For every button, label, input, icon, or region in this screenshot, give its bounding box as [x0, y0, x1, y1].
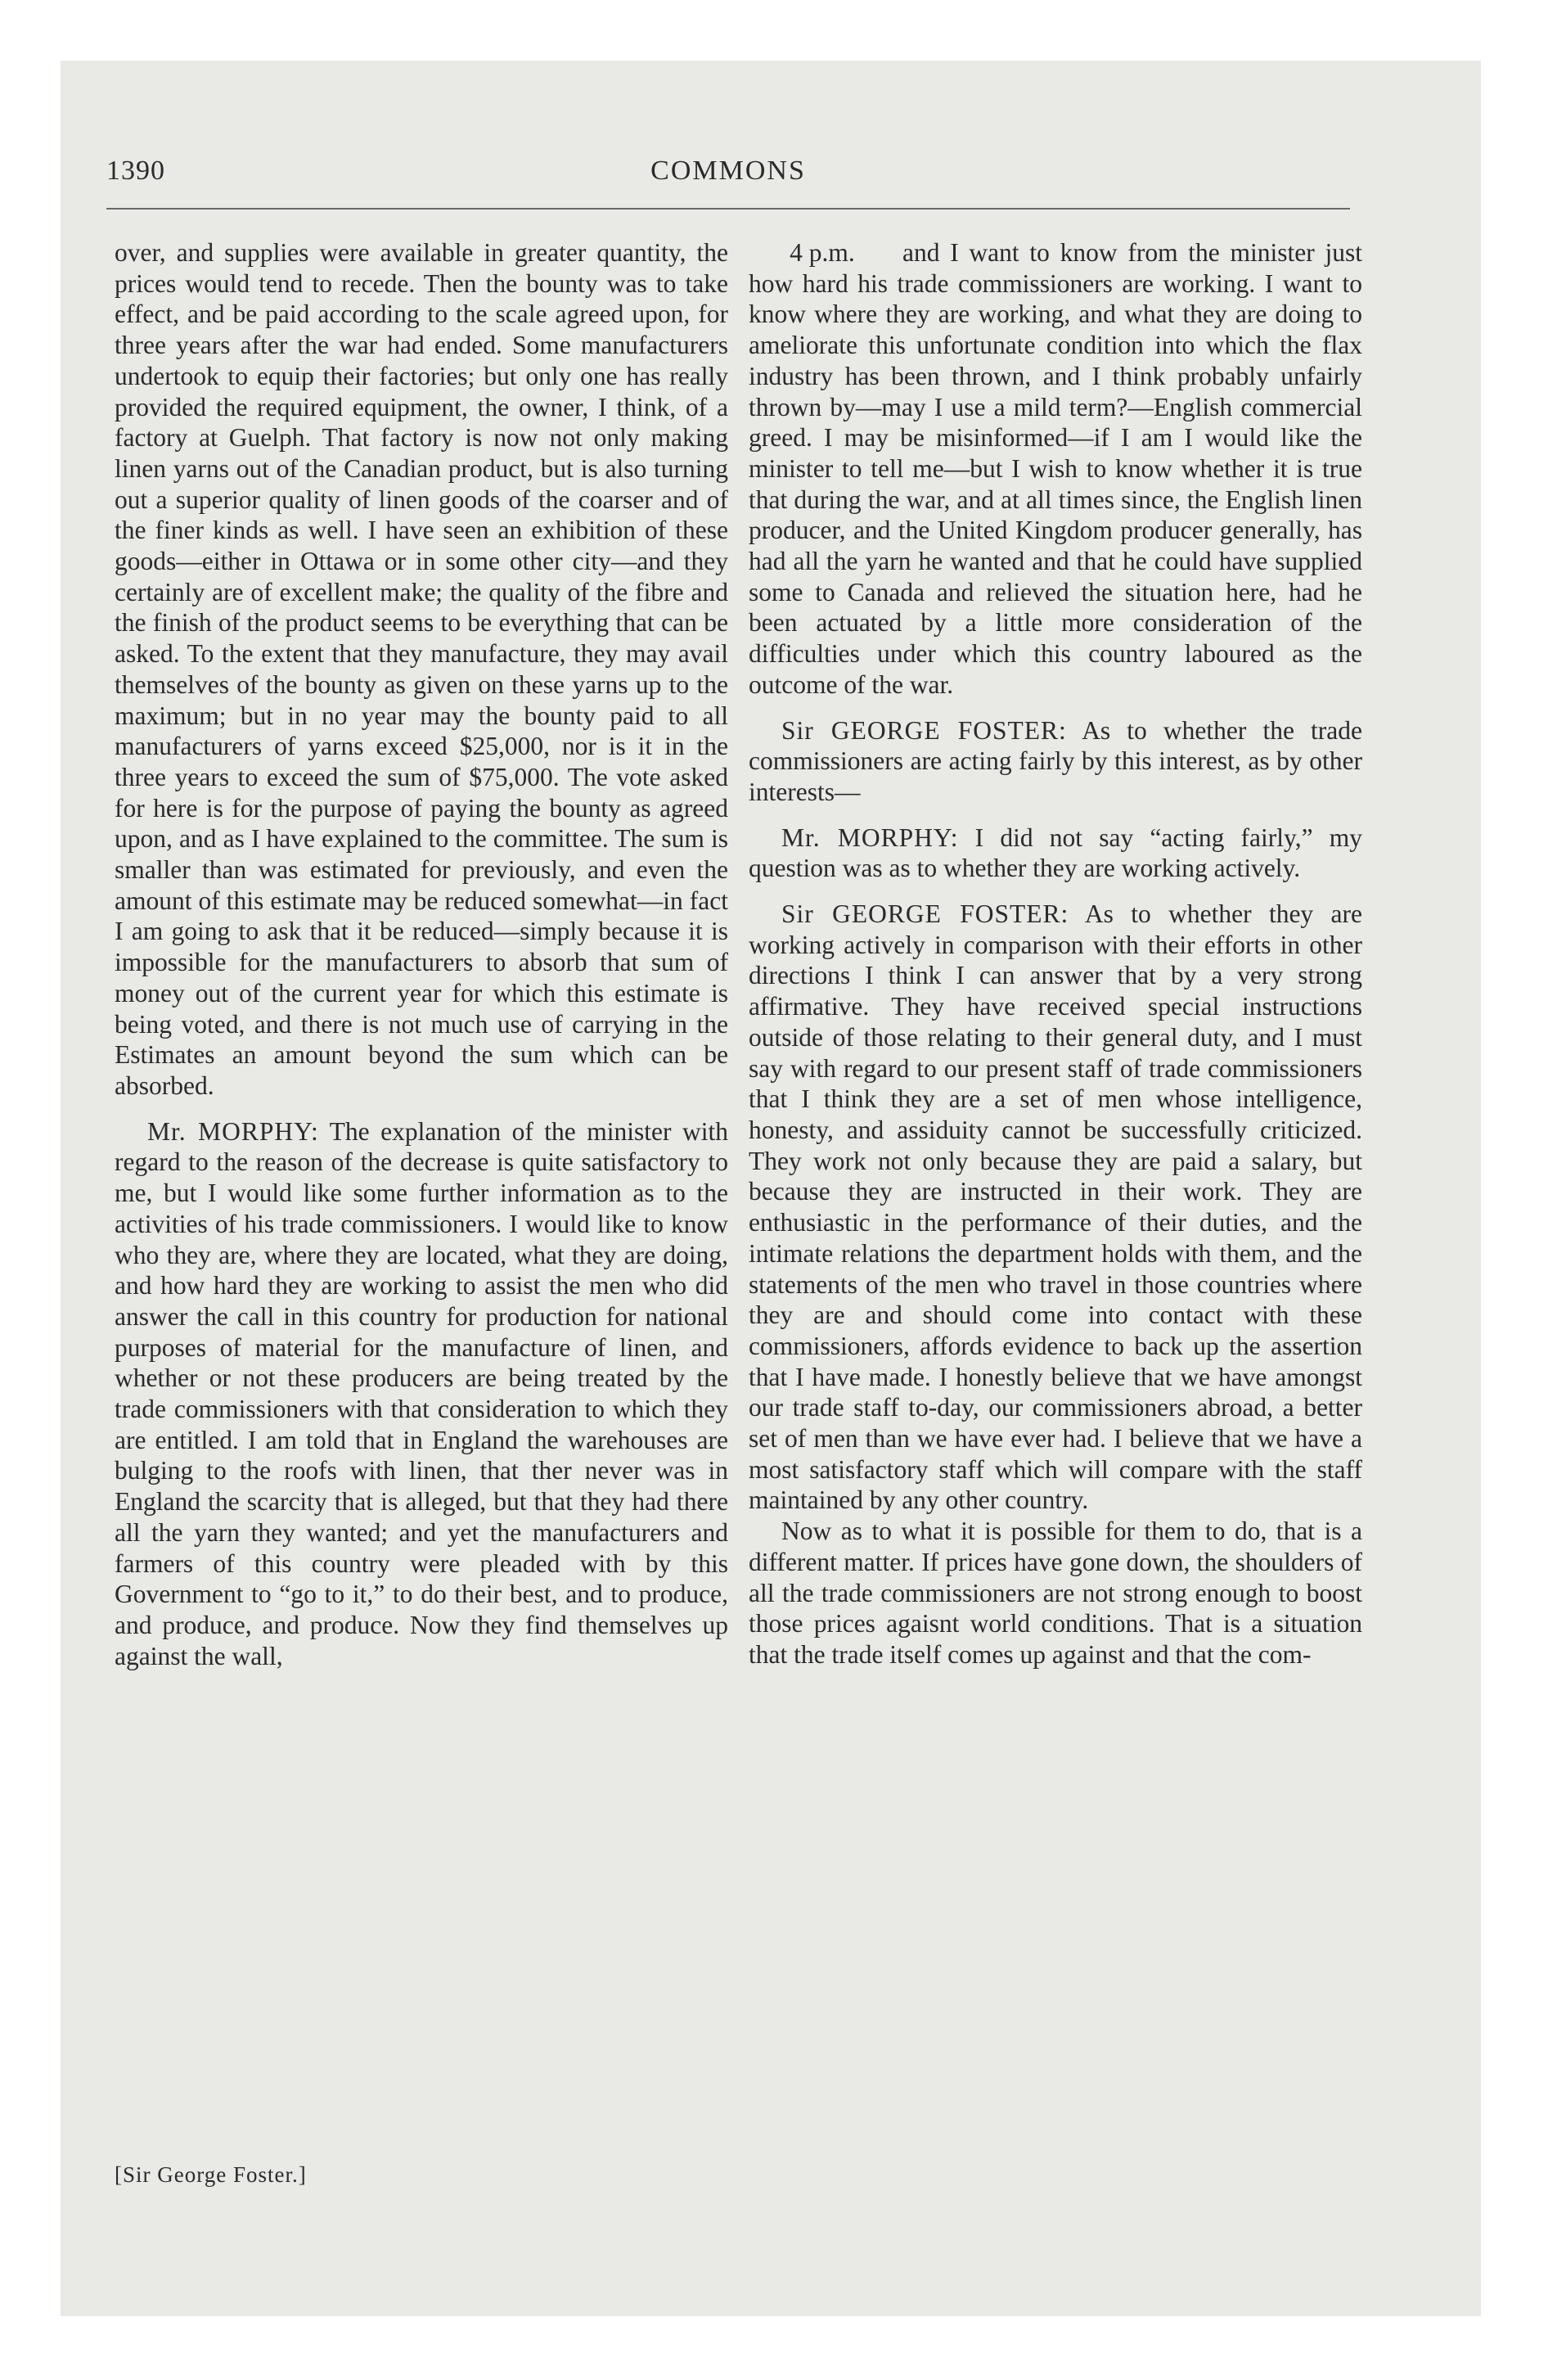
header-rule	[106, 208, 1350, 210]
page-header	[106, 156, 1350, 205]
paragraph-text: As to whether they are working actively in comparison with their efforts in other directions I think I can answer that by a very strong affirmative. They have received special instructions outside of those relating to their general duty, and I must say with regard to our present staff of trade commissioners that I think they are a set of men whose intelligence, honesty, and assiduity cannot be successfully criticized. They work not only because they are paid a salary, but because they are instructed in their work. They are enthusiastic in the performance of their duties, and the intimate relations the department holds with them, and the statements of the men who travel in those countries where they are and should come into contact with these commissioners, affords evidence to back up the assertion that I have made. I honestly believe that we have amongst our trade staff to-day, our commissioners abroad, a better set of men than we have ever had. I believe that we have a most satisfactory staff which will compare with the staff maintained by any other country.	[749, 899, 1362, 1515]
paragraph-foster-2	[749, 899, 1362, 1516]
paragraph-morphy-2	[749, 823, 1362, 884]
speaker-name: Mr. MORPHY:	[781, 823, 959, 852]
paragraph-morphy	[115, 1116, 728, 1672]
paragraph-foster-3: Now as to what it is possible for them to do, that is a different matter. If prices have gone down, the shoulders of all the trade commissioners are not strong enough to boost those prices agaisnt world conditions. That is a situation that the trade itself comes up against and that the com-	[749, 1517, 1362, 1669]
left-column	[115, 237, 728, 1671]
paragraph-text: As to whether the trade commissioners are acting fairly by this interest, as by other interests—	[749, 715, 1362, 806]
right-column	[749, 237, 1362, 1670]
running-title: COMMONS	[650, 156, 806, 186]
speaker-name: Mr. MORPHY:	[147, 1116, 319, 1146]
paragraph-text: and I want to know from the minister just how hard his trade commissioners are working. I want to know where they are working, and what they are doing to ameliorate this unfortunate condition into which the flax industry has been thrown, and I think probably unfairly thrown by—may I use a mild term?—English commercial greed. I may be misinformed—if I am I would like the minister to tell me—but I wish to know whether it is true that during the war, and at all times since, the English linen producer, and the United Kingdom producer generally, has had all the yarn he wanted and that he could have supplied some to Canada and relieved the situation here, had he been actuated by a little more consideration of the difficulties under which this country laboured as the outcome of the war.	[749, 238, 1362, 699]
time-marginal-note: 4 p.m.	[790, 238, 855, 267]
speaker-credit-footer: [Sir George Foster.]	[115, 2162, 307, 2187]
paragraph-text: The explanation of the minister with regard to the reason of the decrease is quite satisfactory to me, but I would like some further information as to the activities of his trade commissioners. I would like to know who they are, where they are located, what they are doing, and how hard they are working to assist the men who did answer the call in this country for production for national purposes of material for the manufacture of linen, and whether or not these producers are being treated by the trade commissioners with that consideration to which they are entitled. I am told that in England the warehouses are bulging to the roofs with linen, that ther never was in England the scarcity that is alleged, but that they had there all the yarn they wanted; and yet the manufacturers and farmers of this country were pleaded with by this Government to “go to it,” to do their best, and to produce, and produce, and produce. Now they find themselves up against the wall,	[115, 1116, 728, 1670]
paragraph-foster-1	[749, 715, 1362, 808]
speaker-name: Sir GEORGE FOSTER:	[781, 715, 1067, 745]
paragraph-continued-right	[749, 237, 1362, 701]
speaker-name: Sir GEORGE FOSTER:	[781, 899, 1069, 929]
paragraph-text: I did not say “acting fairly,” my question was as to whether they are working actively.	[749, 823, 1362, 883]
paragraph-continued: over, and supplies were available in greater quantity, the prices would tend to recede. Then the bounty was to take effect, and be paid according to the scale agreed upon, for three years after the war had ended. Some manufacturers undertook to equip their factories; but only one has really provided the required equipment, the owner, I think, of a factory at Guelph. That factory is now not only making linen yarns out of the Canadian product, but is also turning out a superior quality of linen goods of the coarser and of the finer kinds as well. I have seen an exhibition of these goods—either in Ottawa or in some other city—and they certainly are of excellent make; the quality of the fibre and the finish of the product seems to be everything that can be asked. To the extent that they manufacture, they may avail themselves of the bounty as given on these yarns up to the maximum; but in no year may the bounty paid to all manufacturers of yarns exceed $25,000, nor is it in the three years to exceed the sum of $75,000. The vote asked for here is for the purpose of paying the bounty as agreed upon, and as I have explained to the committee. The sum is smaller than was estimated for previously, and even the amount of this estimate may be reduced somewhat—in fact I am going to ask that it be reduced—simply because it is impossible for the manufacturers to absorb that sum of money out of the current year for which this estimate is being voted, and there is not much use of carrying in the Estimates an amount beyond the sum which can be absorbed.	[115, 238, 728, 1100]
page-number: 1390	[106, 156, 165, 186]
